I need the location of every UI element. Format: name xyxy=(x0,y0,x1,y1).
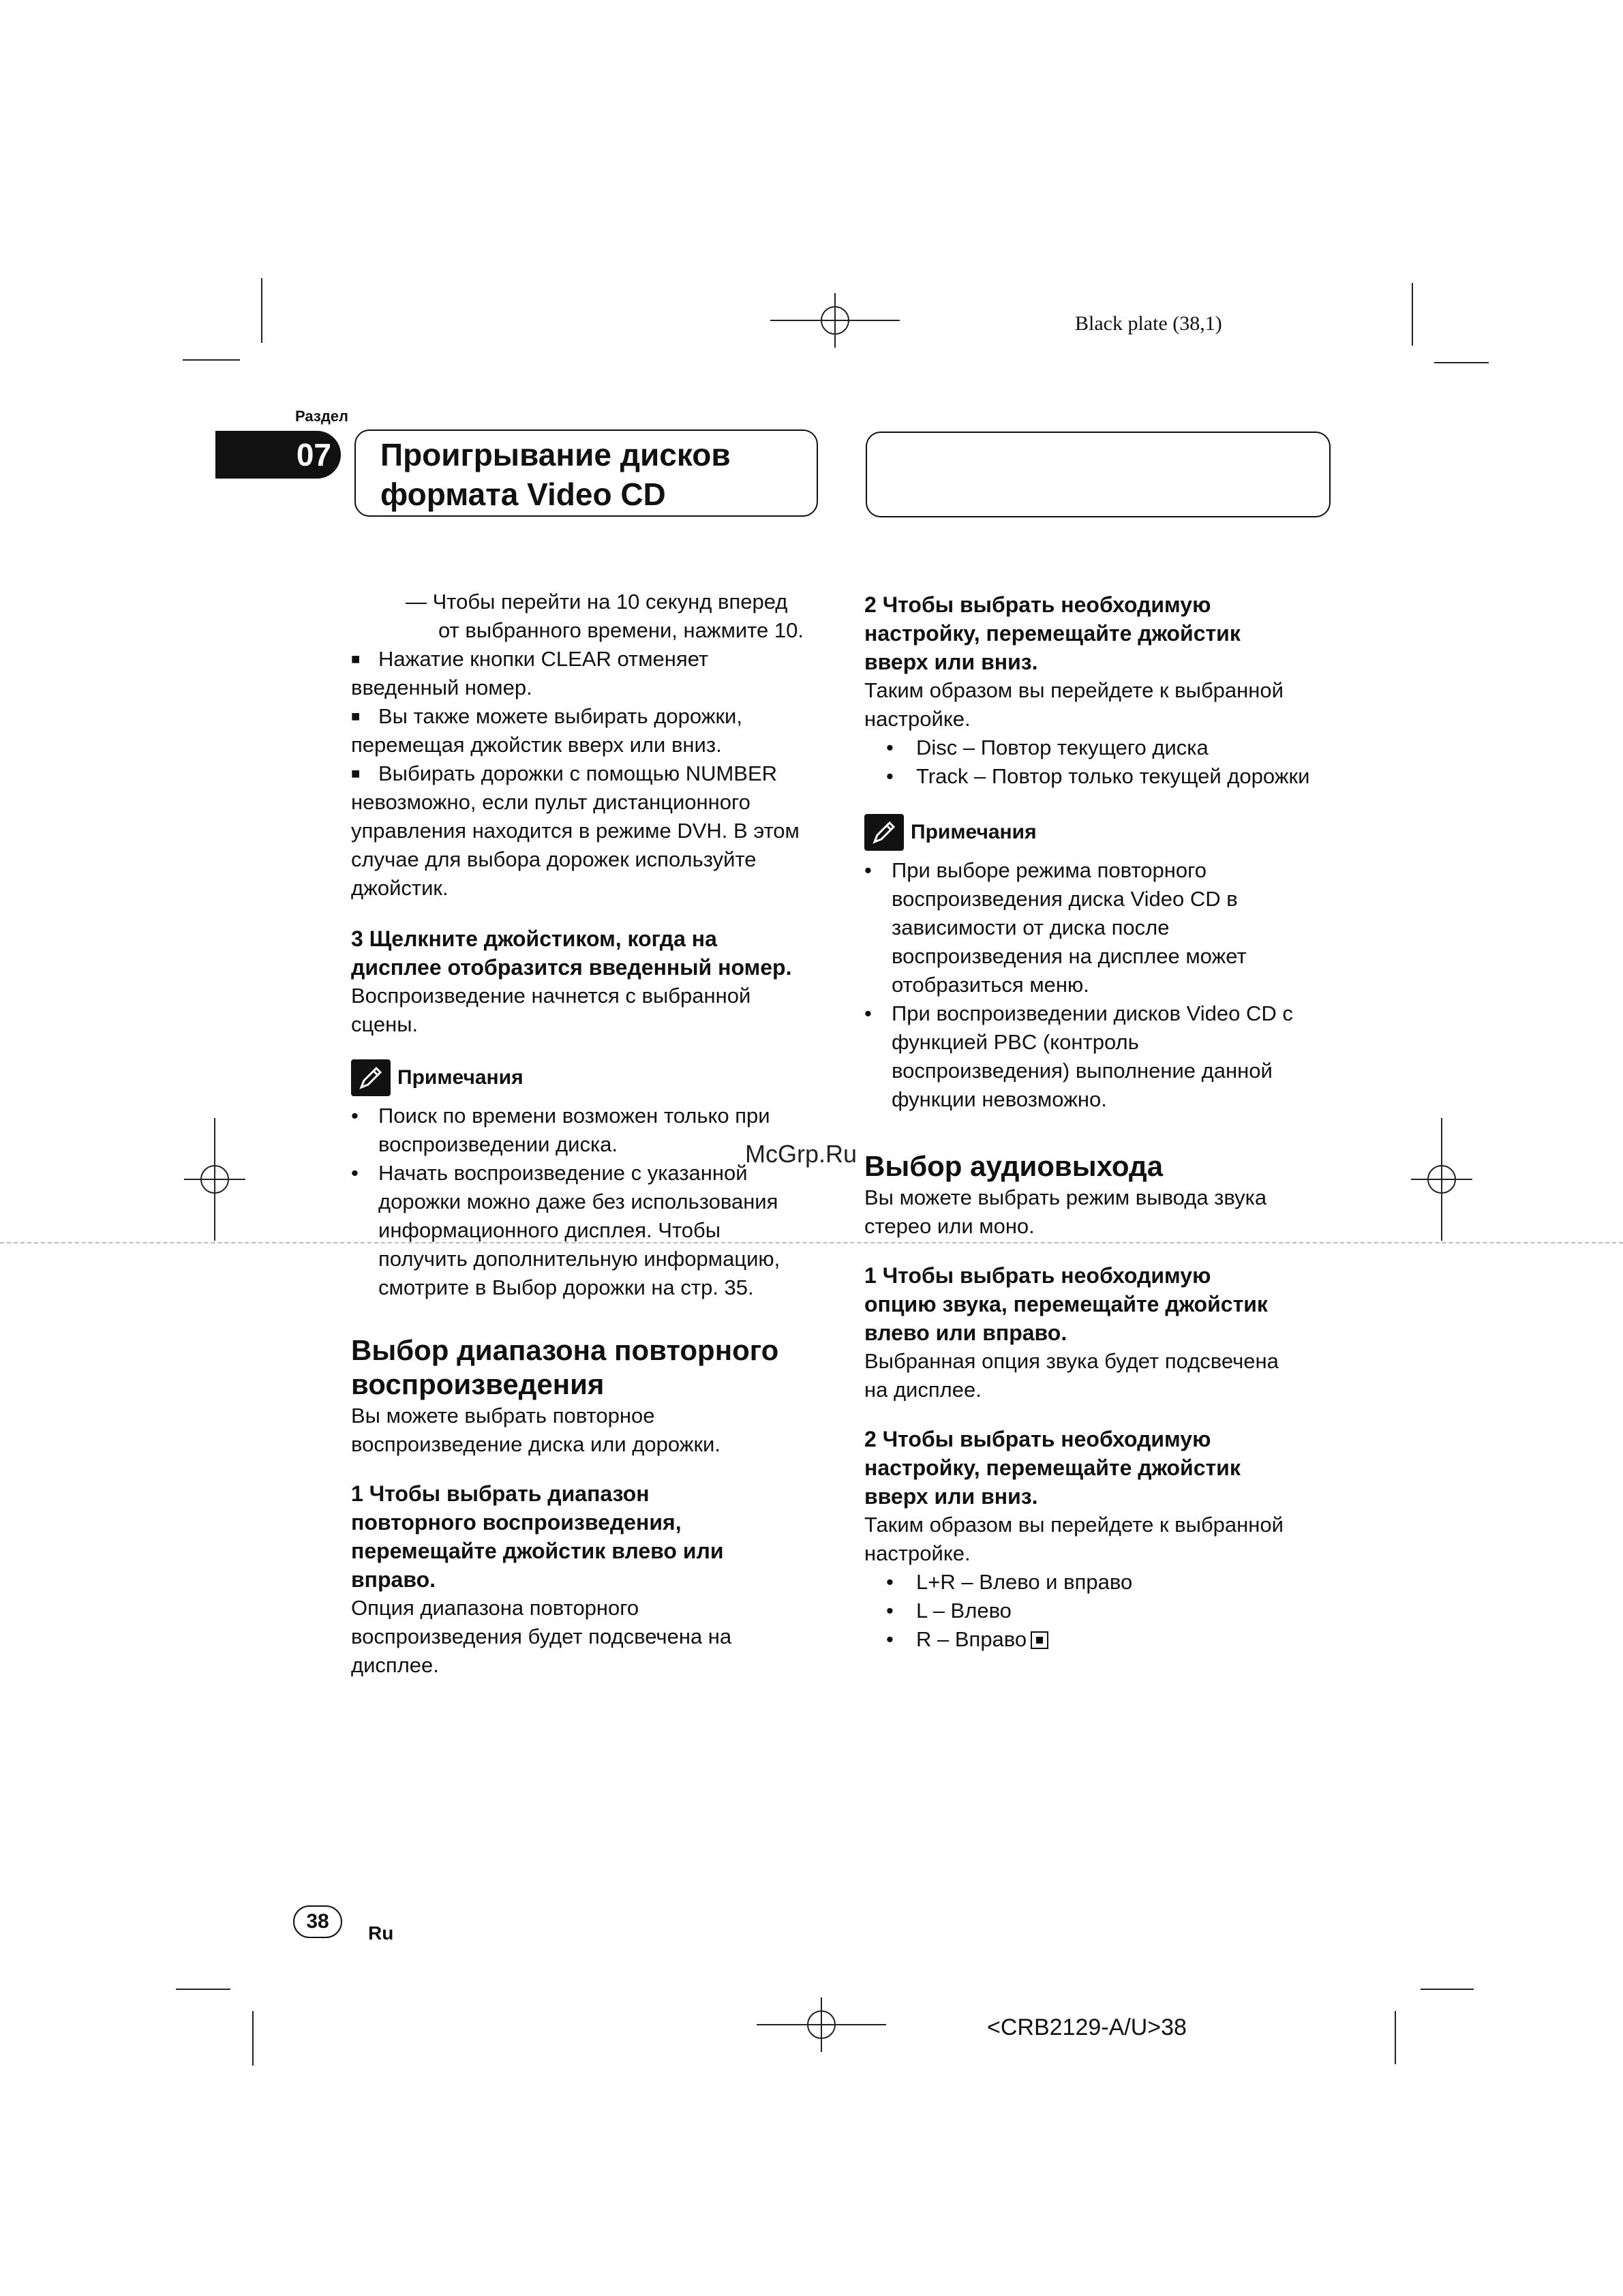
section-heading: воспроизведения xyxy=(351,1368,605,1400)
list-item-text: перемещая джойстик вверх или вниз. xyxy=(351,733,722,757)
step-text: настройке. xyxy=(864,707,971,731)
chapter-title xyxy=(354,429,818,517)
note-text: Начать воспроизведение с указанной xyxy=(378,1161,748,1185)
option-item xyxy=(864,1597,1355,1625)
list-item-text: введенный номер. xyxy=(351,676,532,699)
option-text: R – Вправо xyxy=(916,1627,1027,1651)
step-heading: перемещайте джойстик влево или xyxy=(351,1539,724,1563)
list-item-text: джойстик. xyxy=(351,876,449,900)
plate-label: Black plate (38,1) xyxy=(1075,312,1222,335)
step-text: Таким образом вы перейдете к выбранной xyxy=(864,678,1284,702)
option-list xyxy=(864,1568,1355,1654)
step-text: на дисплее. xyxy=(864,1378,982,1402)
page-number: 38 xyxy=(293,1905,342,1938)
bullet-icon: • xyxy=(886,736,894,759)
option-item xyxy=(864,1625,1355,1654)
step-text: Выбранная опция звука будет подсвечена xyxy=(864,1349,1279,1373)
intro-text: Вы можете выбрать режим вывода звука xyxy=(864,1185,1267,1209)
crop-mark xyxy=(1395,2011,1396,2064)
step-text: сцены. xyxy=(351,1012,419,1036)
registration-mark-icon xyxy=(757,1997,886,2052)
step-heading: настройку, перемещайте джойстик xyxy=(864,1455,1241,1480)
list-item-text: управления находится в режиме DVH. В этом xyxy=(351,819,800,843)
section-heading: Выбор диапазона повторного xyxy=(351,1334,779,1366)
bullet-icon: • xyxy=(886,1627,894,1651)
step-text: Опция диапазона повторного xyxy=(351,1596,639,1620)
chapter-title-line: формата Video CD xyxy=(380,477,666,512)
bullet-icon: • xyxy=(886,764,894,788)
step-heading: настройку, перемещайте джойстик xyxy=(864,621,1241,646)
step-heading: вправо. xyxy=(351,1567,436,1592)
intro-text: Вы можете выбрать повторное xyxy=(351,1404,655,1428)
step-heading: 3 Щелкните джойстиком, когда на xyxy=(351,926,717,951)
list-item-text: Вы также можете выбирать дорожки, xyxy=(378,704,742,728)
note-text: отобразиться меню. xyxy=(892,973,1089,997)
crop-mark xyxy=(1421,1989,1474,1990)
crop-mark xyxy=(183,359,240,361)
chapter-number-badge: 07 xyxy=(215,431,341,479)
crop-mark xyxy=(261,278,262,343)
step-heading: вверх или вниз. xyxy=(864,650,1038,674)
step-text: воспроизведения будет подсвечена на xyxy=(351,1625,732,1648)
note-item xyxy=(351,1159,828,1302)
step-heading: 1 Чтобы выбрать диапазон xyxy=(351,1481,650,1506)
empty-header-box xyxy=(866,432,1331,517)
notes-title: Примечания xyxy=(911,821,1037,843)
bullet-icon: • xyxy=(351,1104,359,1128)
notes-title: Примечания xyxy=(397,1066,524,1089)
registration-mark-icon xyxy=(1411,1118,1472,1241)
list-item-text: Выбирать дорожки с помощью NUMBER xyxy=(378,761,778,785)
option-text: L+R – Влево и вправо xyxy=(916,1570,1133,1594)
square-bullet-icon: ■ xyxy=(351,650,361,667)
bullet-icon: • xyxy=(886,1599,894,1622)
bullet-icon: • xyxy=(886,1570,894,1594)
note-text: воспроизведения на дисплее может xyxy=(892,944,1247,968)
note-item xyxy=(864,856,1355,999)
step-heading: 2 Чтобы выбрать необходимую xyxy=(864,592,1211,617)
right-column xyxy=(864,590,1355,1654)
crop-mark xyxy=(1412,283,1413,346)
left-column xyxy=(351,588,828,1680)
option-list xyxy=(864,734,1355,791)
document-code: <CRB2129-A/U>38 xyxy=(987,2014,1187,2040)
note-text: смотрите в Выбор дорожки на стр. 35. xyxy=(378,1275,754,1299)
step-heading: 2 Чтобы выбрать необходимую xyxy=(864,1427,1211,1451)
list-item xyxy=(351,702,828,731)
note-text: получить дополнительную информацию, xyxy=(378,1247,780,1271)
watermark: McGrp.Ru xyxy=(745,1140,858,1168)
step-text: Воспроизведение начнется с выбранной xyxy=(351,984,751,1008)
pencil-note-icon xyxy=(351,1059,391,1096)
dash-item: от выбранного времени, нажмите 10. xyxy=(438,618,804,642)
step-text: дисплее. xyxy=(351,1653,439,1677)
intro-text: стерео или моно. xyxy=(864,1214,1035,1238)
step-text: Таким образом вы перейдете к выбранной xyxy=(864,1513,1284,1537)
dash-item: — Чтобы перейти на 10 секунд вперед xyxy=(406,590,788,614)
note-text: функцией PBC (контроль xyxy=(892,1030,1139,1054)
step-heading: опцию звука, перемещайте джойстик xyxy=(864,1292,1268,1316)
chapter-title-line: Проигрывание дисков xyxy=(380,437,731,472)
square-bullet-icon: ■ xyxy=(351,708,361,725)
intro-text: воспроизведение диска или дорожки. xyxy=(351,1432,721,1456)
option-text: Disc – Повтор текущего диска xyxy=(916,736,1209,759)
list-item xyxy=(351,645,828,674)
language-code: Ru xyxy=(368,1922,394,1944)
crop-mark xyxy=(1434,362,1489,363)
step-heading: повторного воспроизведения, xyxy=(351,1510,682,1535)
note-text: функции невозможно. xyxy=(892,1087,1107,1111)
note-text: информационного дисплея. Чтобы xyxy=(378,1218,721,1242)
list-item-text: Нажатие кнопки CLEAR отменяет xyxy=(378,647,709,671)
bullet-icon: • xyxy=(351,1161,359,1185)
crop-mark xyxy=(176,1989,230,1990)
option-text: Track – Повтор только текущей дорожки xyxy=(916,764,1310,788)
notes-header xyxy=(351,1059,828,1096)
note-text: При выборе режима повторного xyxy=(892,858,1207,882)
square-bullet-icon: ■ xyxy=(351,765,361,782)
end-mark-icon xyxy=(1031,1631,1048,1649)
section-label: Раздел xyxy=(295,408,348,425)
note-text: дорожки можно даже без использования xyxy=(378,1190,778,1213)
note-text: зависимости от диска после xyxy=(892,916,1170,939)
step-heading: 1 Чтобы выбрать необходимую xyxy=(864,1263,1211,1288)
option-text: L – Влево xyxy=(916,1599,1012,1622)
section-heading: Выбор аудиовыхода xyxy=(864,1150,1164,1182)
bullet-icon: • xyxy=(864,858,872,882)
note-text: воспроизведения) выполнение данной xyxy=(892,1059,1273,1083)
option-item xyxy=(864,1568,1355,1597)
step-heading: вверх или вниз. xyxy=(864,1484,1038,1509)
step-heading: влево или вправо. xyxy=(864,1320,1067,1345)
step-text: настройке. xyxy=(864,1541,971,1565)
registration-mark-icon xyxy=(184,1118,245,1241)
list-item xyxy=(351,759,828,788)
notes-header xyxy=(864,814,1355,851)
step-heading: дисплее отобразится введенный номер. xyxy=(351,955,792,980)
note-item xyxy=(864,999,1355,1114)
note-text: воспроизведении диска. xyxy=(378,1132,618,1156)
option-item xyxy=(864,762,1355,791)
pencil-note-icon xyxy=(864,814,904,851)
list-item-text: случае для выбора дорожек используйте xyxy=(351,847,757,871)
crop-mark xyxy=(252,2011,254,2066)
note-text: воспроизведения диска Video CD в xyxy=(892,887,1238,911)
option-item xyxy=(864,734,1355,762)
registration-mark-icon xyxy=(770,293,900,348)
bullet-icon: • xyxy=(864,1001,872,1025)
list-item-text: невозможно, если пульт дистанционного xyxy=(351,790,750,814)
note-text: Поиск по времени возможен только при xyxy=(378,1104,770,1128)
note-text: При воспроизведении дисков Video CD с xyxy=(892,1001,1293,1025)
